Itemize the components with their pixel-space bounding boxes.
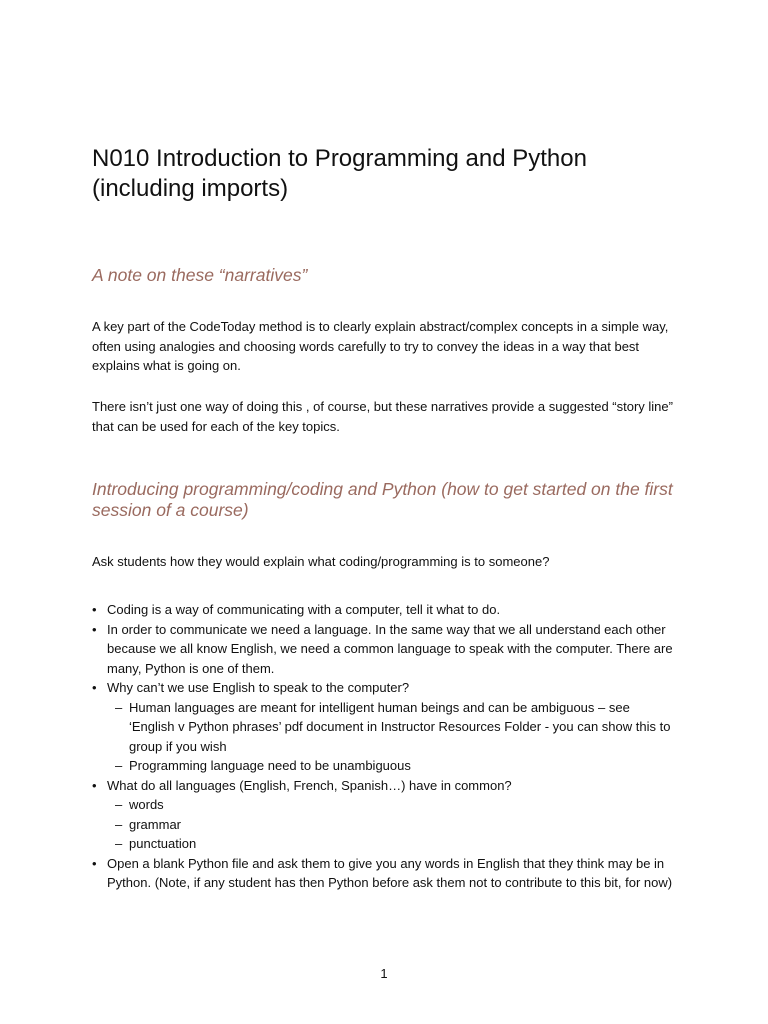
list-item <box>92 854 678 893</box>
sub-list-item: – words <box>107 795 678 815</box>
sub-list <box>107 698 678 776</box>
sub-list-item: – punctuation <box>107 834 678 854</box>
sub-list <box>107 795 678 854</box>
page-title: N010 Introduction to Programming and Python (including imports) <box>92 145 587 202</box>
paragraph-story-line: There isn’t just one way of doing this , of course, but these narratives provide a suggested “story line” that can be used for each of the key topics. <box>92 399 673 434</box>
section-heading-introducing-programming: Introducing programming/coding and Python (how to get started on the first session of a course) <box>92 479 673 520</box>
list-item-text: What do all languages (English, French, Spanish…) have in common? <box>107 777 512 793</box>
list-item <box>92 776 678 854</box>
paragraph-codetoday-method: A key part of the CodeToday method is to clearly explain abstract/complex concepts in a simple way, often using analogies and choosing words carefully to try to convey the ideas in a way that best explains what is going on. <box>92 319 669 373</box>
list-item <box>92 600 678 620</box>
sub-list-item: – Human languages are meant for intelligent human beings and can be ambiguous – see ‘English v Python phrases’ pdf document in Instructor Resources Folder - you can show this to group if you wish <box>107 698 678 757</box>
list-item-text: In order to communicate we need a language. In the same way that we all understand each other because we all know English, we need a common language to speak with the computer. There are many, Python is one of them. <box>107 621 673 676</box>
page-number: 1 <box>380 966 388 981</box>
list-item <box>92 678 678 776</box>
list-item <box>92 620 678 679</box>
sub-list-item: – Programming language need to be unambiguous <box>107 756 678 776</box>
sub-list-item: – grammar <box>107 815 678 835</box>
list-item-text: Coding is a way of communicating with a computer, tell it what to do. <box>107 602 501 617</box>
section-heading-narratives: A note on these “narratives” <box>92 265 308 285</box>
paragraph-ask-students: Ask students how they would explain what coding/programming is to someone? <box>92 554 550 569</box>
list-item-text: Why can’t we use English to speak to the computer? <box>107 680 410 695</box>
list-item-text: Open a blank Python file and ask them to give you any words in English that they think may be in Python. (Note, if any student has then Python before ask them not to contribute to this bit, for now) <box>107 855 673 890</box>
bullet-list <box>92 600 678 893</box>
